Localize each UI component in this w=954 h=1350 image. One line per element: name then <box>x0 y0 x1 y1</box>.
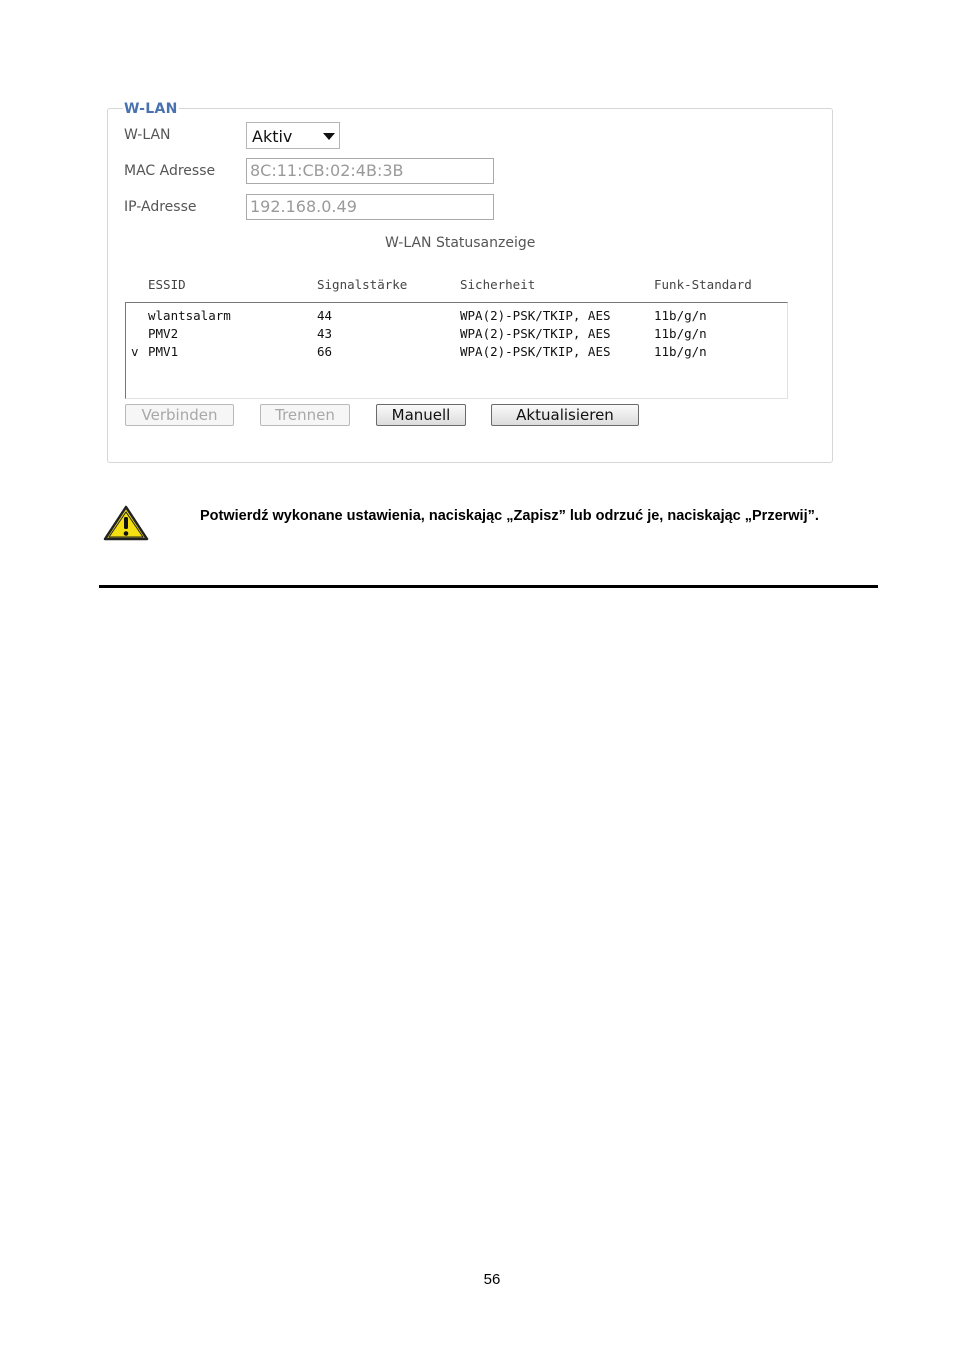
network-essid[interactable]: PMV1 <box>148 344 179 359</box>
status-title: W-LAN Statusanzeige <box>385 235 536 251</box>
column-header-standard: Funk-Standard <box>654 277 752 292</box>
column-header-essid: ESSID <box>148 277 186 292</box>
warning-icon <box>103 505 149 545</box>
network-standard: 11b/g/n <box>654 326 707 341</box>
wlan-select-value: Aktiv <box>252 127 293 146</box>
connected-marker: v <box>131 344 139 359</box>
ip-label: IP-Adresse <box>124 199 197 215</box>
connect-button[interactable]: Verbinden <box>125 404 234 426</box>
chevron-down-icon <box>323 133 335 140</box>
mac-label: MAC Adresse <box>124 163 216 179</box>
network-security: WPA(2)-PSK/TKIP, AES <box>460 326 611 341</box>
refresh-button[interactable]: Aktualisieren <box>491 404 639 426</box>
mac-field: 8C:11:CB:02:4B:3B <box>246 158 494 184</box>
network-essid[interactable]: PMV2 <box>148 326 179 341</box>
confirmation-note: Potwierdź wykonane ustawienia, naciskając „Zapisz” lub odrzuć je, naciskając „Przerwij”. <box>200 508 819 524</box>
network-signal: 43 <box>317 326 333 341</box>
column-header-security: Sicherheit <box>460 277 536 292</box>
wlan-select[interactable] <box>246 122 340 149</box>
page-number: 56 <box>483 1271 501 1288</box>
disconnect-button[interactable]: Trennen <box>260 404 350 426</box>
ip-field: 192.168.0.49 <box>246 194 494 220</box>
horizontal-rule <box>99 585 878 588</box>
network-standard: 11b/g/n <box>654 308 707 323</box>
network-standard: 11b/g/n <box>654 344 707 359</box>
network-signal: 44 <box>317 308 333 323</box>
manual-button[interactable]: Manuell <box>376 404 466 426</box>
wlan-label: W-LAN <box>124 127 171 143</box>
fieldset-legend: W-LAN <box>124 101 178 117</box>
column-header-signal: Signalstärke <box>317 277 408 292</box>
network-essid[interactable]: wlantsalarm <box>148 308 231 323</box>
network-signal: 66 <box>317 344 333 359</box>
network-security: WPA(2)-PSK/TKIP, AES <box>460 344 611 359</box>
network-security: WPA(2)-PSK/TKIP, AES <box>460 308 611 323</box>
